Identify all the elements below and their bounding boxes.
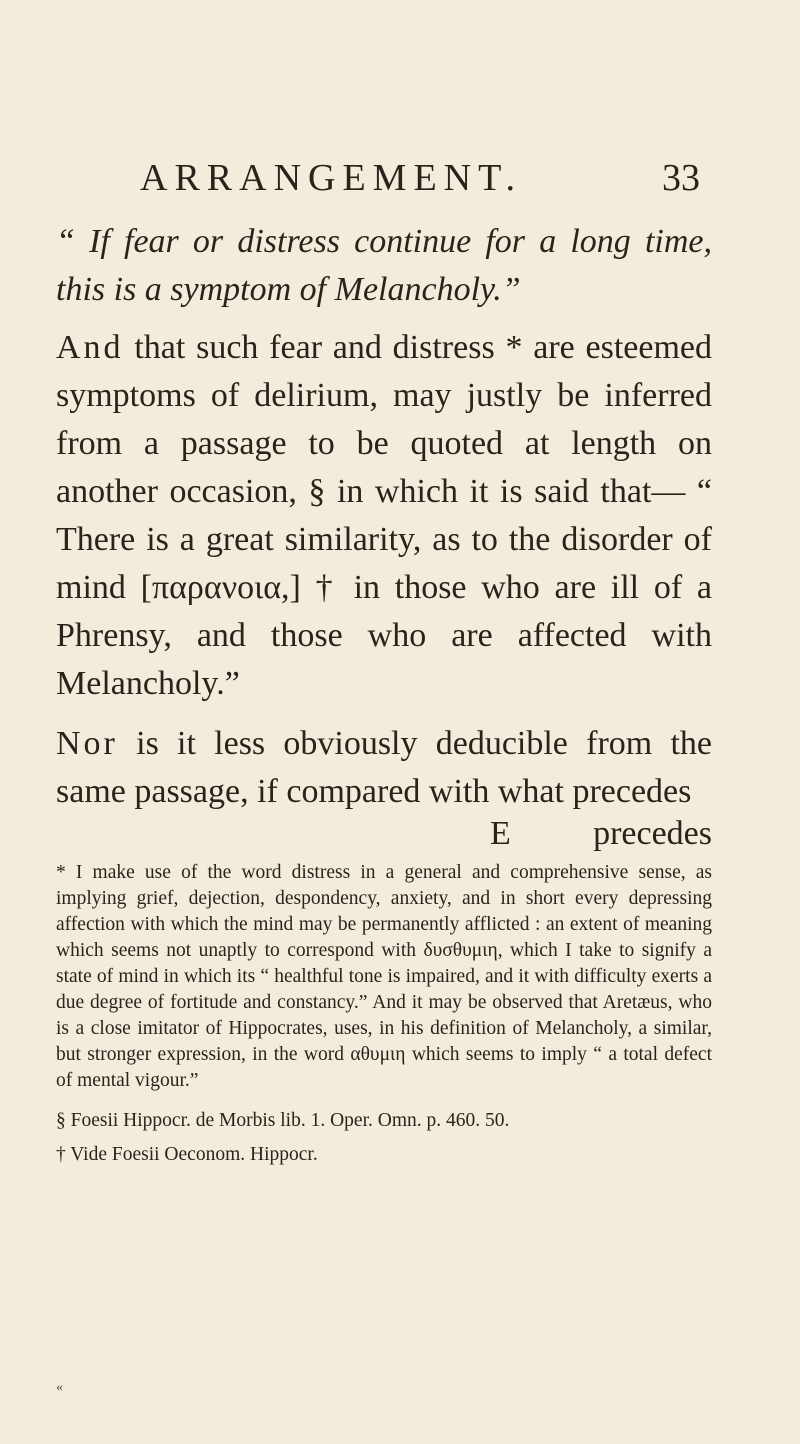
running-title: ARRANGEMENT. — [140, 157, 523, 199]
running-header — [140, 156, 700, 200]
footnote-distress: * I make use of the word distress in a general and comprehensive sense, as implying grief, dejection, despondency, anxiety, and in short every depressing affection with which the mind may be permanently afflicted : an extent of meaning which seems not unaptly to correspond with δυσθυμιη, which I take to signify a state of mind in which its “ healthful tone is impaired, and it with difficulty exerts a due degree of fortitude and constancy.” And it may be observed that Aretæus, who is a close imitator of Hippocrates, uses, in his definition of Melancholy, a similar, but stronger expression, in the word αθυμιη which seems to imply “ a total defect of mental vigour.” — [56, 862, 712, 1091]
catchline — [56, 810, 712, 858]
paragraph-and — [56, 324, 712, 708]
paragraph-nor — [56, 720, 712, 816]
page-mark: « — [56, 1380, 63, 1395]
footnote-foesii: § Foesii Hippocr. de Morbis lib. 1. Oper. Omn. p. 460. 50. — [56, 1110, 510, 1131]
signature-mark: E — [490, 815, 511, 852]
page-number: 33 — [662, 157, 700, 199]
main-text — [56, 218, 712, 816]
footnotes — [56, 860, 712, 1168]
footnote-vide: † Vide Foesii Oeconom. Hippocr. — [56, 1144, 318, 1165]
catchword: precedes — [593, 815, 712, 852]
paragraph-text: is it less obviously deducible from the same passage, if compared with what precedes — [56, 725, 712, 810]
paragraph-lead-word: Nor — [56, 725, 118, 762]
paragraph-text: that such fear and distress * are esteemed symptoms of delirium, may justly be inferred from a passage to be quoted at length on another occasion, § in which it is said that— “ There is a great similarity, as to the disorder of mind [παρανοια,] † in those who are ill of a Phrensy, and those who are affected with Melancholy.” — [56, 329, 712, 702]
paragraph-lead-word: And — [56, 329, 124, 366]
opening-quotation: “ If fear or distress continue for a long time, this is a symptom of Melancholy.” — [56, 223, 712, 308]
